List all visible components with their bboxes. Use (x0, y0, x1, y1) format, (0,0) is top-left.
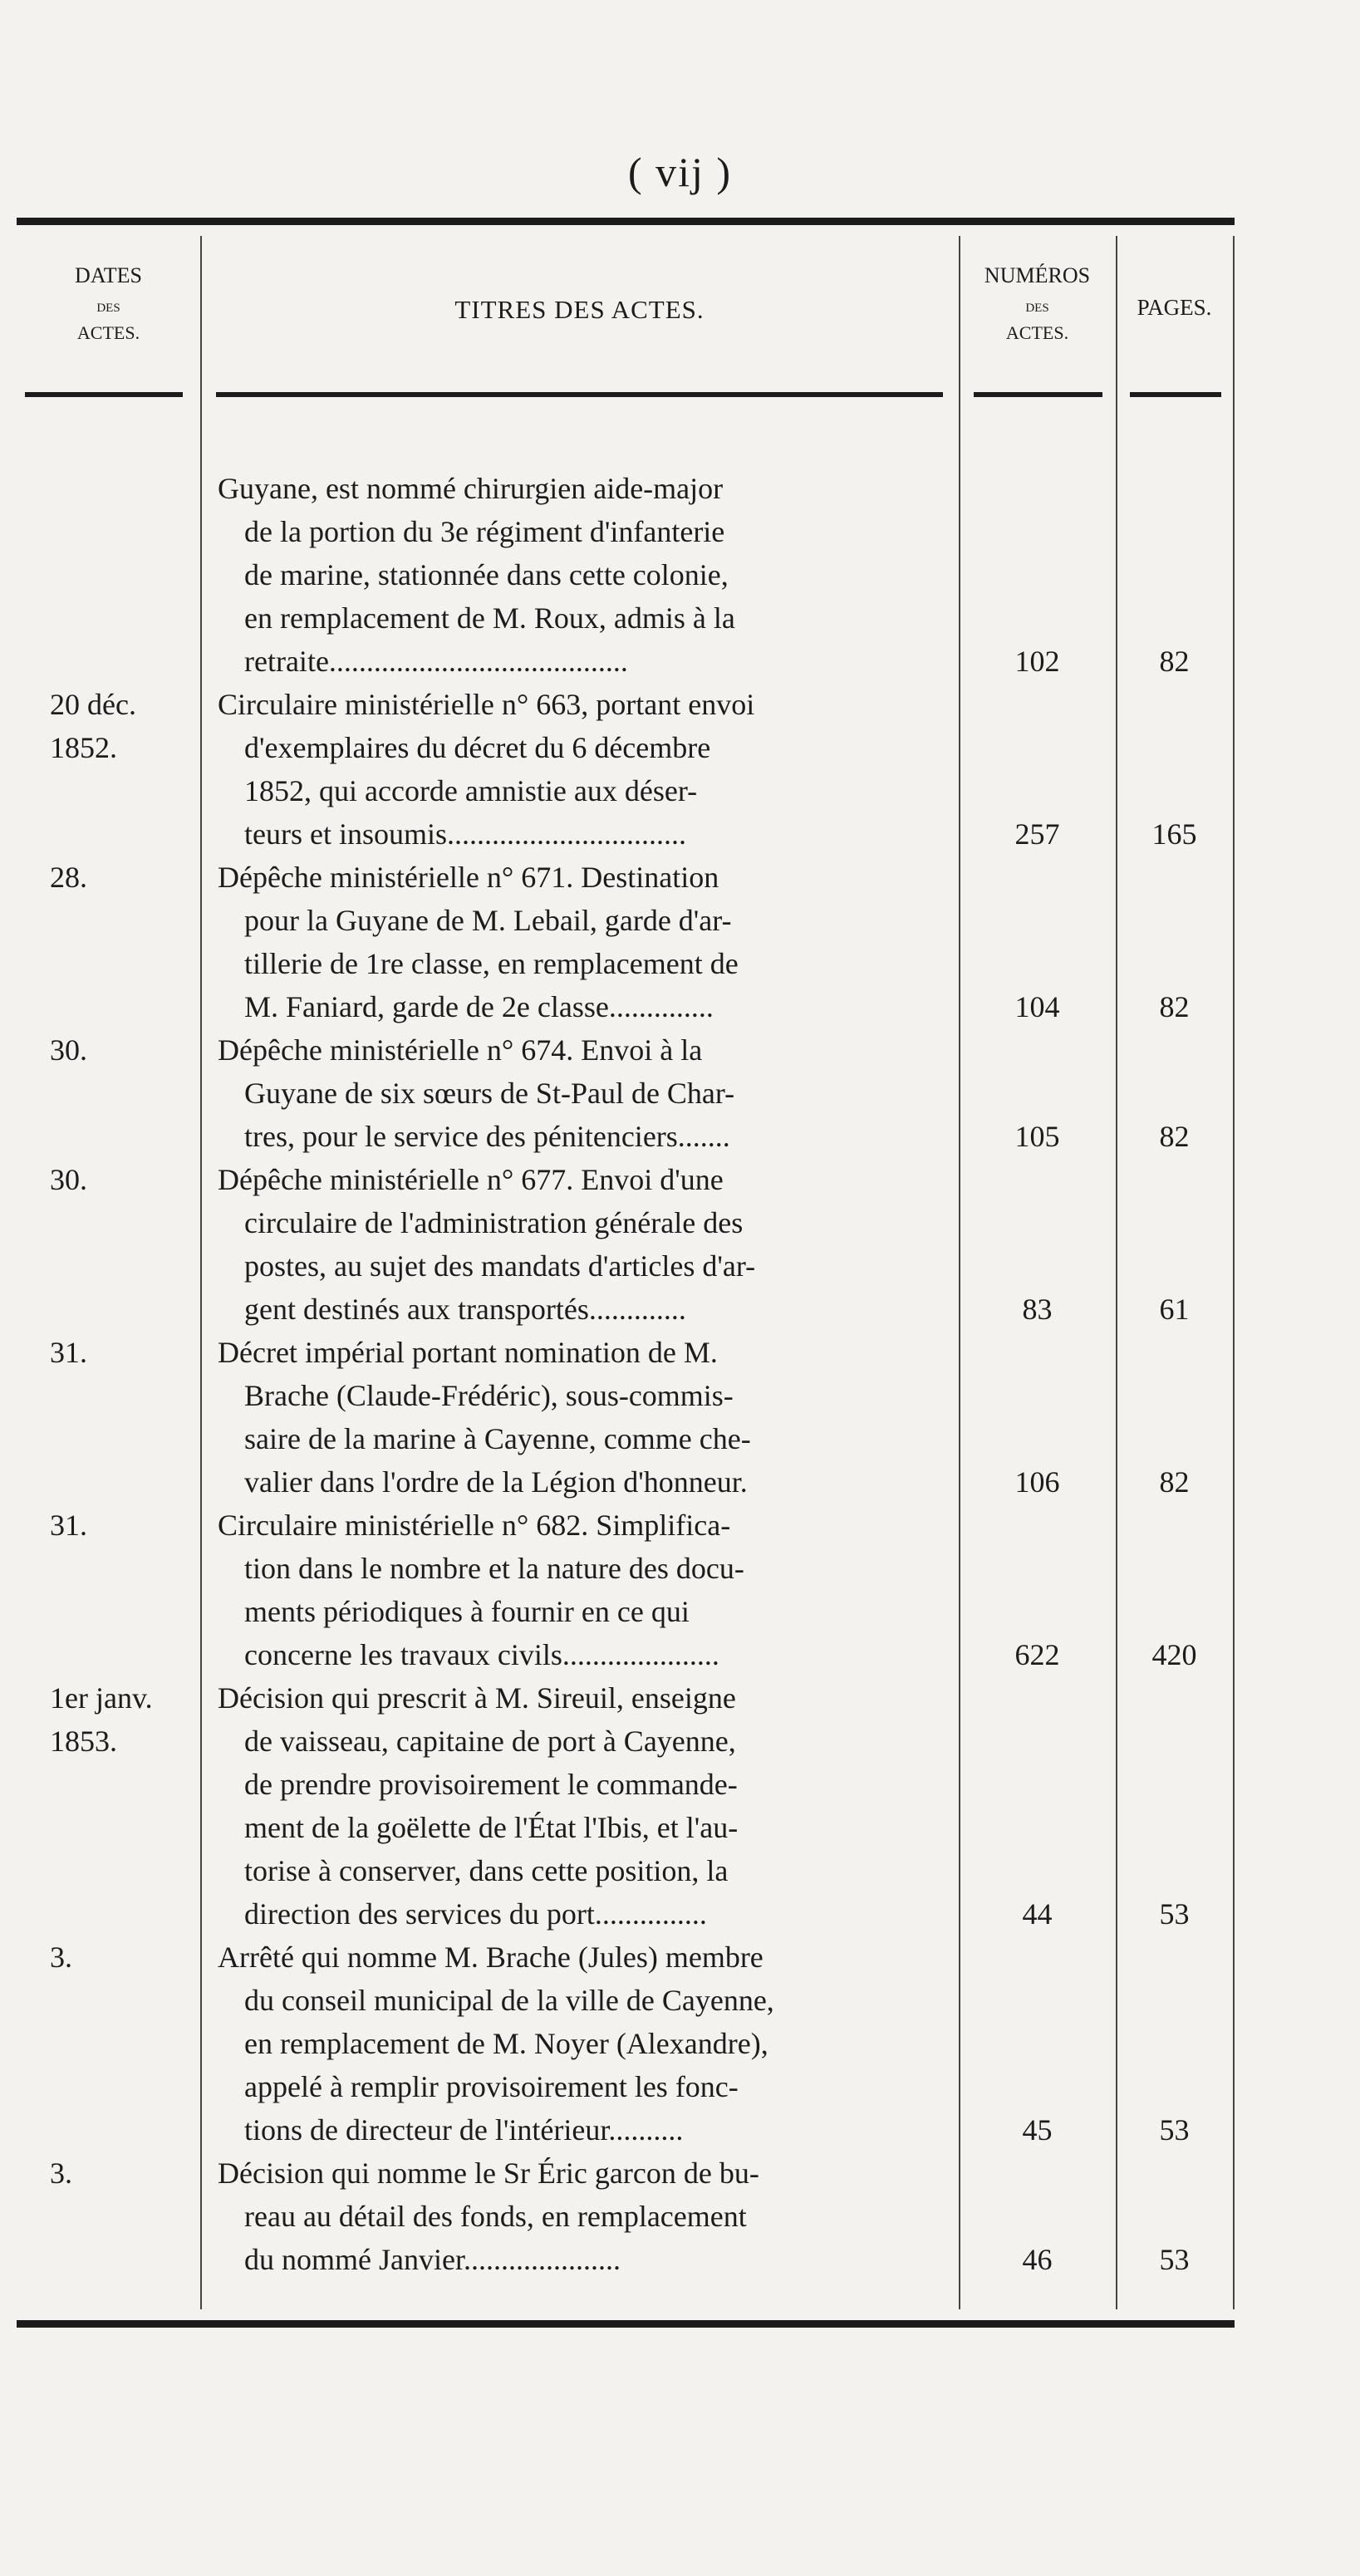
entry-date-line: 3. (50, 1941, 72, 1974)
entry-date (50, 683, 199, 769)
entry-title-line: 1852, qui accorde amnistie aux déser- (244, 774, 698, 807)
entry-date (50, 1936, 199, 1979)
entry-page: 165 (1151, 817, 1197, 851)
header-titles: TITRES DES ACTES. (454, 295, 705, 324)
entry-title (218, 1936, 955, 2152)
entry-title-line: de prendre provisoirement le commande- (244, 1768, 738, 1801)
entry-title-line: en remplacement de M. Noyer (Alexandre), (244, 2027, 768, 2060)
column-divider (200, 236, 202, 2309)
entry-date-line: 1852. (50, 731, 117, 764)
entry-title-line: Dépêche ministérielle n° 674. Envoi à la (218, 1033, 703, 1067)
entry-title-line: Arrêté qui nomme M. Brache (Jules) membre (218, 1941, 763, 1974)
entry-title-line: pour la Guyane de M. Lebail, garde d'ar- (244, 904, 732, 937)
entry-date (50, 1158, 199, 1201)
entry-title-line: Décision qui prescrit à M. Sireuil, enseigne (218, 1681, 736, 1715)
header-dates (17, 259, 200, 346)
entry-title-line: Décret impérial portant nomination de M. (218, 1336, 718, 1369)
entry-date (50, 1331, 199, 1374)
entry-date-line: 3. (50, 2156, 72, 2190)
page-number: ( vij ) (627, 149, 733, 195)
entry-title-line: en remplacement de M. Roux, admis à la (244, 601, 735, 635)
entry-title (218, 1028, 955, 1158)
entry-date (50, 1028, 199, 1072)
entry-title-line: concerne les travaux civils..................... (244, 1638, 719, 1671)
entry-title-line: tions de directeur de l'intérieur.......... (244, 2113, 684, 2147)
entry-number: 46 (1022, 2243, 1053, 2276)
header-dates-line: des (96, 295, 120, 316)
entry-date-line: 20 déc. (50, 688, 136, 721)
entry-date-line: 28. (50, 861, 87, 894)
entry-date (50, 856, 199, 899)
entry-title (218, 1158, 955, 1331)
entry-title-line: Brache (Claude-Frédéric), sous-commis- (244, 1379, 734, 1412)
entry-title-line: circulaire de l'administration générale des (244, 1206, 744, 1239)
entry-date-line: 31. (50, 1336, 87, 1369)
entry-page: 82 (1159, 1120, 1190, 1153)
entry-title-line: Décision qui nomme le Sr Éric garcon de bu- (218, 2156, 759, 2190)
entry-number: 102 (1014, 645, 1060, 678)
entry-title (218, 2152, 955, 2281)
entry-title (218, 1676, 955, 1936)
header-dates-line: DATES (75, 263, 142, 287)
entry-title-line: retraite........................................ (244, 645, 628, 678)
entry-page: 53 (1159, 1897, 1190, 1931)
entry-title-line: de la portion du 3e régiment d'infanterie (244, 515, 725, 548)
header-rule (1130, 392, 1221, 397)
entry-number: 44 (1022, 1897, 1053, 1931)
entry-title-line: ments périodiques à fournir en ce qui (244, 1595, 690, 1628)
entry-title (218, 1504, 955, 1676)
header-pages: PAGES. (1137, 295, 1212, 320)
entry-page: 53 (1159, 2243, 1190, 2276)
entry-title-line: du conseil municipal de la ville de Cayenne, (244, 1984, 774, 2017)
column-divider (1233, 236, 1235, 2309)
header-rule (216, 392, 943, 397)
entry-page: 420 (1151, 1638, 1197, 1671)
entry-number: 45 (1022, 2113, 1053, 2147)
entry-title-line: Guyane, est nommé chirurgien aide-major (218, 472, 724, 505)
header-rule (974, 392, 1102, 397)
entry-title-line: ment de la goëlette de l'État l'Ibis, et l'au- (244, 1811, 739, 1844)
entry-title-line: reau au détail des fonds, en remplacement (244, 2200, 747, 2233)
entry-date (50, 1504, 199, 1547)
entry-date-line: 30. (50, 1163, 87, 1196)
entry-title (218, 683, 955, 856)
entry-title-line: de vaisseau, capitaine de port à Cayenne, (244, 1725, 736, 1758)
entry-title-line: Circulaire ministérielle n° 663, portant envoi (218, 688, 755, 721)
entry-title-line: torise à conserver, dans cette position, la (244, 1854, 729, 1887)
entry-date (50, 1676, 199, 1763)
entry-date (50, 2152, 199, 2195)
entry-title-line: teurs et insoumis................................ (244, 817, 686, 851)
header-numbers (959, 259, 1116, 346)
entry-number: 257 (1014, 817, 1060, 851)
entry-title-line: M. Faniard, garde de 2e classe.............. (244, 990, 714, 1023)
column-divider (1116, 236, 1117, 2309)
acts-table (17, 218, 1235, 2328)
entry-page: 82 (1159, 1465, 1190, 1499)
entry-title-line: Circulaire ministérielle n° 682. Simplifica- (218, 1509, 731, 1542)
entry-title-line: tion dans le nombre et la nature des docu- (244, 1552, 744, 1585)
entry-page: 53 (1159, 2113, 1190, 2147)
entry-date-line: 30. (50, 1033, 87, 1067)
entry-title-line: appelé à remplir provisoirement les fonc- (244, 2070, 739, 2103)
entry-number: 104 (1014, 990, 1060, 1023)
entry-date-line: 31. (50, 1509, 87, 1542)
entry-number: 83 (1022, 1293, 1053, 1326)
entry-page: 82 (1159, 990, 1190, 1023)
entry-page: 82 (1159, 645, 1190, 678)
entry-number: 622 (1014, 1638, 1060, 1671)
header-dates-line: ACTES. (76, 322, 140, 343)
entry-title (218, 1331, 955, 1504)
entry-title-line: gent destinés aux transportés............. (244, 1293, 686, 1326)
table-top-rule (17, 218, 1235, 225)
entry-number: 105 (1014, 1120, 1060, 1153)
entry-title-line: direction des services du port............... (244, 1897, 707, 1931)
entry-title-line: Guyane de six sœurs de St-Paul de Char- (244, 1077, 735, 1110)
entry-title (218, 467, 955, 683)
header-numbers-line: NUMÉROS (984, 263, 1091, 287)
header-numbers-line: ACTES. (1005, 322, 1069, 343)
entry-page: 61 (1159, 1293, 1190, 1326)
entry-title-line: postes, au sujet des mandats d'articles d'ar- (244, 1249, 756, 1283)
entry-title-line: du nommé Janvier..................... (244, 2243, 621, 2276)
column-divider (959, 236, 960, 2309)
entry-title-line: tillerie de 1re classe, en remplacement de (244, 947, 739, 980)
entry-title-line: de marine, stationnée dans cette colonie, (244, 558, 729, 591)
entry-number: 106 (1014, 1465, 1060, 1499)
entry-title-line: d'exemplaires du décret du 6 décembre (244, 731, 711, 764)
entry-title (218, 856, 955, 1028)
entry-date-line: 1er janv. (50, 1681, 153, 1715)
entry-title-line: Dépêche ministérielle n° 671. Destination (218, 861, 719, 894)
header-numbers-line: des (1025, 295, 1049, 316)
entry-title-line: saire de la marine à Cayenne, comme che- (244, 1422, 751, 1455)
entry-title-line: valier dans l'ordre de la Légion d'honneur. (244, 1465, 748, 1499)
header-rule (25, 392, 183, 397)
table-bottom-rule (17, 2320, 1235, 2328)
entry-title-line: tres, pour le service des pénitenciers....... (244, 1120, 730, 1153)
entry-date-line: 1853. (50, 1725, 117, 1758)
entry-title-line: Dépêche ministérielle n° 677. Envoi d'une (218, 1163, 724, 1196)
